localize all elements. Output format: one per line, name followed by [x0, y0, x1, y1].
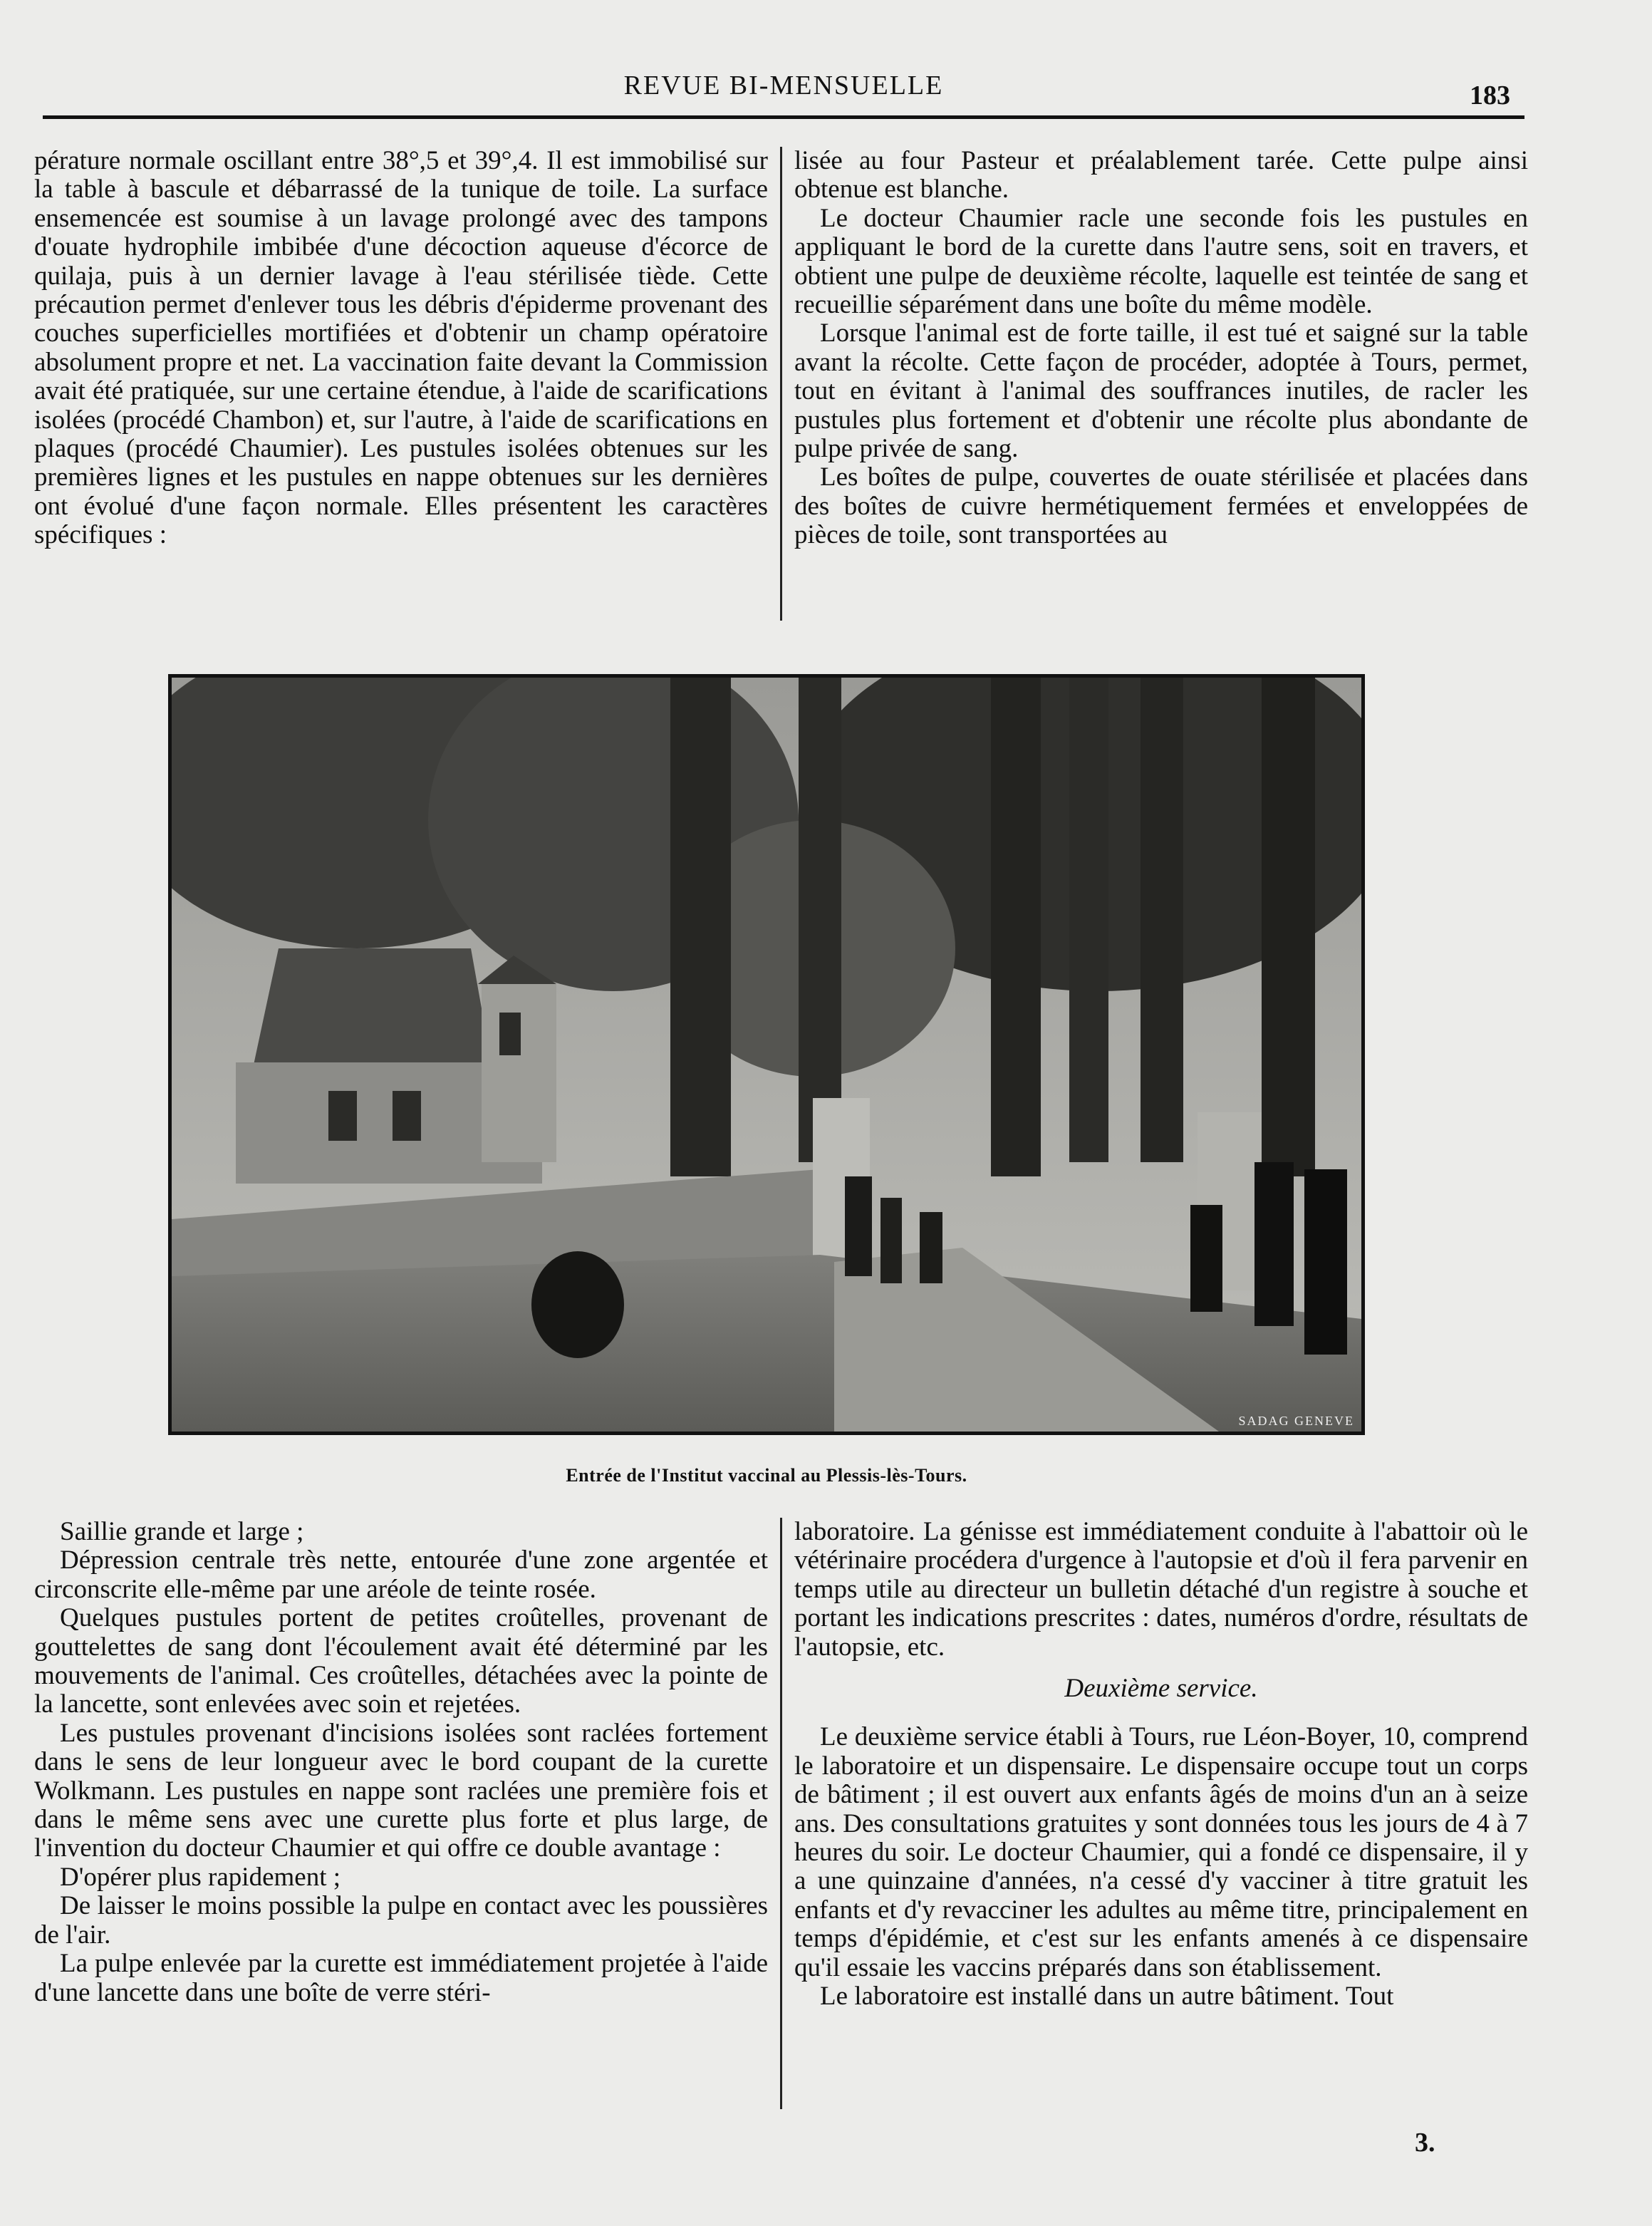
- tree-trunk: [1069, 678, 1108, 1162]
- person-figure: [1190, 1205, 1222, 1312]
- engraver-signature: SADAG GENEVE: [1238, 1414, 1354, 1428]
- tree-trunk: [1141, 678, 1183, 1162]
- tree-trunk: [670, 678, 731, 1176]
- person-figure: [1304, 1169, 1347, 1355]
- paragraph: Les boîtes de pulpe, couvertes de ouate stérilisée et placées dans des boîtes de cuivre hermétiquement fermées et enveloppées de pièces de toile, sont transportées au: [794, 462, 1528, 550]
- paragraph: lisée au four Pasteur et préalablement tarée. Cette pulpe ainsi obtenue est blanche.: [794, 146, 1528, 205]
- paragraph: D'opérer plus rapidement ;: [60, 1862, 341, 1892]
- column-bottom-left: [34, 1518, 768, 2007]
- animal-silhouette: [531, 1251, 624, 1358]
- tree-trunk: [799, 678, 841, 1162]
- photo-illustration: [172, 678, 1361, 1432]
- window: [328, 1091, 357, 1141]
- paragraph: pérature normale oscillant entre 38°,5 et 39°,4. Il est immobilisé sur la table à bascule et débarrassé de la tunique de toile. La surface ensemencée est soumise à un lavage prolongé avec des tampons d'ouate hydrophile imbibée d'une décoction aqueuse d'écorce de quilaja, puis à un dernier lavage à l'eau stérilisée tiède. Cette précaution permet d'enlever tous les débris d'épiderme provenant des couches superficielles mortifiées et d'obtenir un champ opératoire absolument propre et net. La vaccination faite devant la Commission avait été pratiquée, sur une certaine étendue, à l'aide de scarifications isolées (procédé Chambon) et, sur l'autre, à l'aide de scarifications en plaques (procédé Chaumier). Les pustules isolées obtenues sur les premières lignes et les pustules en nappe obtenues sur les dernières ont évolué d'une façon normale. Elles présentent les caractères spécifiques :: [34, 146, 768, 550]
- column-bottom-right: [794, 1518, 1528, 2012]
- window: [393, 1091, 421, 1141]
- paragraph: Lorsque l'animal est de forte taille, il est tué et saigné sur la table avant la récolte. Cette façon de procéder, adoptée à Tours, permet, tout en évitant à l'animal des souffrances inutiles, de racler les pustules plus fortement et d'obtenir une récolte plus abondante de pulpe privée de sang.: [794, 319, 1528, 464]
- paragraph: laboratoire. La génisse est immédiatement conduite à l'abattoir où le vétérinaire procédera d'urgence à l'autopsie et d'où il fera parvenir en temps utile au directeur un bulletin détaché d'un registre à souche et portant les indications prescrites : dates, numéros d'ordre, résultats de l'autopsie, etc.: [794, 1517, 1528, 1662]
- running-title: REVUE BI-MENSUELLE: [623, 71, 944, 100]
- page-number: 183: [1470, 81, 1510, 110]
- paragraph: Le laboratoire est installé dans un autre bâtiment. Tout: [820, 1982, 1394, 2012]
- paragraph: Quelques pustules portent de petites croûtelles, provenant de gouttelettes de sang dont l'écoulement avait été déterminé par les mouvements de l'animal. Ces croûtelles, détachées avec la pointe de la lancette, sont enlevées avec soin et rejetées.: [34, 1603, 768, 1719]
- person-figure: [920, 1212, 942, 1283]
- person-figure: [880, 1198, 902, 1283]
- tree-trunk: [1262, 678, 1315, 1176]
- paragraph: Le deuxième service établi à Tours, rue Léon-Boyer, 10, comprend le laboratoire et un dispensaire. Le dispensaire occupe tout un corps de bâtiment ; il est ouvert aux enfants âgés de moins d'un an à seize ans. Des consultations gratuites y sont données tous les jours de 4 à 7 heures du soir. Le docteur Chaumier, qui a fondé ce dispensaire, il y a une quinzaine d'années, n'a cessé d'y vacciner à titre gratuit les enfants et d'y revacciner les adultes au même titre, principalement en temps d'épidémie, et c'est sur les enfants amenés à ce dispensaire qu'il essaie les vaccins préparés dans son établissement.: [794, 1722, 1528, 1982]
- window: [499, 1013, 521, 1055]
- signature-mark: 3.: [1415, 2128, 1435, 2158]
- column-top-left: [34, 147, 768, 550]
- paragraph: De laisser le moins possible la pulpe en contact avec les poussières de l'air.: [34, 1891, 768, 1950]
- paragraph: Saillie grande et large ;: [60, 1517, 304, 1546]
- paragraph: Le docteur Chaumier racle une seconde fois les pustules en appliquant le bord de la curette dans l'autre sens, soit en travers, et obtient une pulpe de deuxième récolte, laquelle est teintée de sang et recueillie séparément dans une boîte du même modèle.: [794, 203, 1528, 320]
- paragraph: Dépression centrale très nette, entourée d'une zone argentée et circonscrite elle-même par une aréole de teinte rosée.: [34, 1546, 768, 1604]
- person-figure: [845, 1176, 872, 1276]
- paragraph: La pulpe enlevée par la curette est immédiatement projetée à l'aide d'une lancette dans une boîte de verre stéri-: [34, 1949, 768, 2007]
- column-divider-top: [780, 147, 782, 621]
- column-top-right: [794, 147, 1528, 550]
- header-rule: [43, 115, 1524, 119]
- paragraph: Les pustules provenant d'incisions isolées sont raclées fortement dans le sens de leur longueur avec le bord coupant de la curette Wolkmann. Les pustules en nappe sont raclées une première fois et dans le même sens avec une curette plus forte et plus large, de l'invention du docteur Chaumier et qui offre ce double avantage :: [34, 1718, 768, 1863]
- photograph-institute-entrance: [168, 674, 1365, 1435]
- figure-caption: Entrée de l'Institut vaccinal au Plessis-lès-Tours.: [566, 1465, 967, 1486]
- tree-trunk: [991, 678, 1041, 1176]
- section-heading: Deuxième service.: [1064, 1674, 1258, 1704]
- column-divider-bottom: [780, 1518, 782, 2109]
- page-header: [43, 66, 1524, 108]
- chateau-tower: [482, 984, 556, 1162]
- person-figure: [1254, 1162, 1294, 1326]
